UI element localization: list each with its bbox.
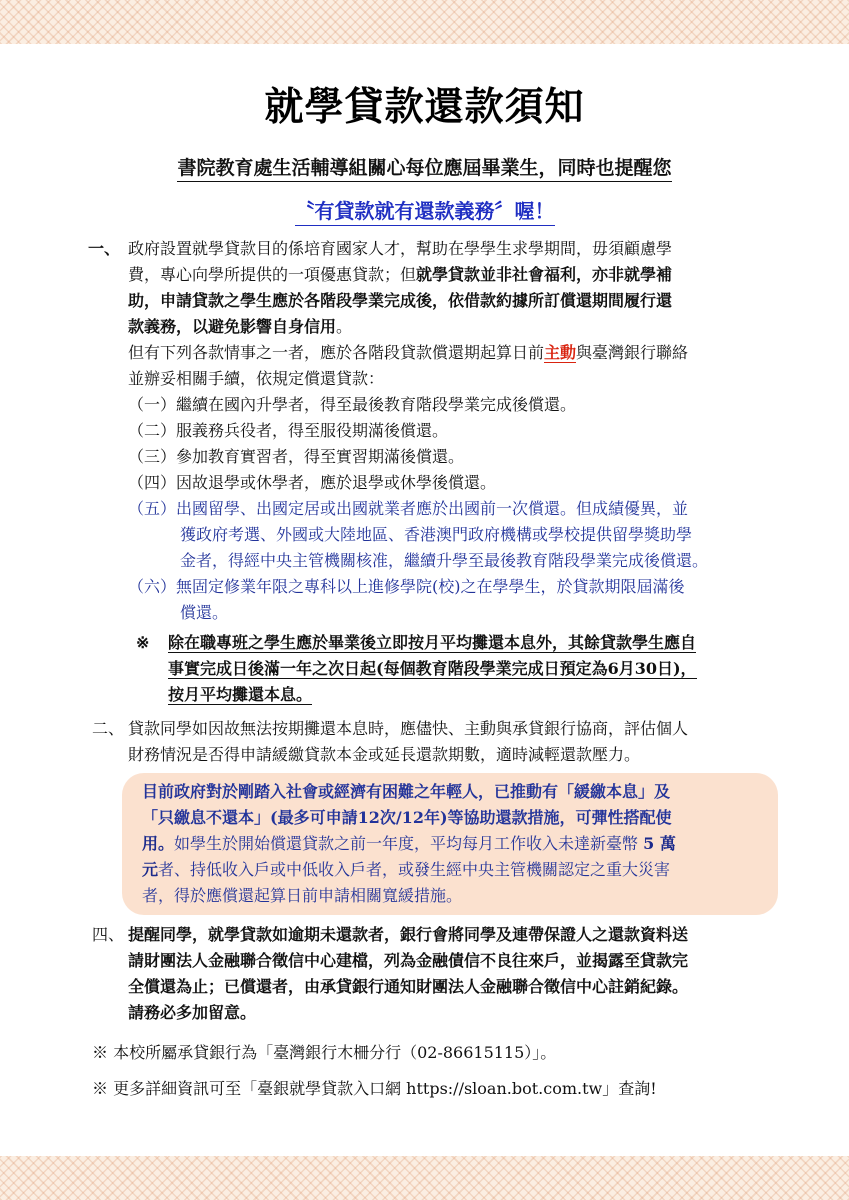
footnote-portal-link: ※ 更多詳細資訊可至「臺銀就學貸款入口網 https://sloan.bot.com.tw」查詢!	[92, 1079, 657, 1098]
section-1-para-2-line-2: 並辦妥相關手續，依規定償還貸款：	[128, 369, 385, 388]
section-4-line-1: 提醒同學，就學貸款如逾期未還款者，銀行會將同學及連帶保證人之還款資料送	[128, 925, 689, 944]
slogan: 〝有貸款就有還款義務〞喔！	[0, 195, 849, 224]
list-item-1: （一）繼續在國內升學者，得至最後教育階段學業完成後償還。	[128, 395, 577, 414]
callout-line-5: 者，得於應償還起算日前申請相關寬緩措施。	[142, 886, 463, 905]
list-item-6-line-1: （六）無固定修業年限之專科以上進修學院(校)之在學學生，於貸款期限屆滿後	[128, 577, 685, 596]
list-item-6-line-2: 償還。	[180, 603, 229, 622]
section-1-number: 一、	[88, 239, 121, 258]
section-4-line-3: 全償還為止；已償還者，由承貸銀行通知財團法人金融聯合徵信中心註銷紀錄。	[128, 977, 689, 996]
list-item-5-line-3: 金者，得經中央主管機關核准，繼續升學至最後教育階段學業完成後償還。	[180, 551, 709, 570]
page-title: 就學貸款還款須知	[264, 85, 585, 130]
page-subtitle: 書院教育處生活輔導組關心每位應屆畢業生，同時也提醒您	[0, 153, 849, 180]
emphasis-proactive: 主動	[544, 343, 577, 362]
list-item-5-line-1: （五）出國留學、出國定居或出國就業者應於出國前一次償還。但成績優異，並	[128, 499, 689, 518]
section-1-line-1: 政府設置就學貸款目的係培育國家人才，幫助在學學生求學期間，毋須顧慮學	[128, 239, 673, 258]
note-line-3: 按月平均攤還本息。	[168, 685, 313, 704]
section-4-line-2: 請財團法人金融聯合徵信中心建檔，列為金融債信不良往來戶，並揭露至貸款完	[128, 951, 689, 970]
section-4-number: 四、	[92, 925, 125, 944]
list-item-5-line-2: 獲政府考選、外國或大陸地區、香港澳門政府機構或學校提供留學獎助學	[180, 525, 693, 544]
decorative-top-band	[0, 0, 849, 44]
list-item-3: （三）參加教育實習者，得至實習期滿後償還。	[128, 447, 465, 466]
note-line-2: 事實完成日後滿一年之次日起(每個教育階段學業完成日預定為6月30日)，	[168, 659, 697, 678]
callout-line-4: 元者、持低收入戶或中低收入戶者，或發生經中央主管機關認定之重大災害	[142, 860, 671, 879]
list-item-2: （二）服義務兵役者，得至服役期滿後償還。	[128, 421, 449, 440]
note-mark: ※	[136, 633, 150, 652]
list-item-4: （四）因故退學或休學者，應於退學或休學後償還。	[128, 473, 497, 492]
note-line-1: 除在職專班之學生應於畢業後立即按月平均攤還本息外，其餘貸款學生應自	[168, 633, 697, 652]
section-1-line-2: 費，專心向學所提供的一項優惠貸款；但就學貸款並非社會福利，亦非就學補	[128, 265, 673, 284]
footnote-lender-bank: ※ 本校所屬承貸銀行為「臺灣銀行木柵分行（02-86615115）」。	[92, 1043, 557, 1062]
callout-line-1: 目前政府對於剛踏入社會或經濟有困難之年輕人，已推動有「緩繳本息」及	[142, 782, 671, 801]
relief-measures-callout	[122, 773, 778, 915]
section-2-number: 二、	[92, 719, 125, 738]
section-1-line-3: 助，申請貸款之學生應於各階段學業完成後，依借款約據所訂償還期間履行還	[128, 291, 673, 310]
section-1-line-4: 款義務，以避免影響自身信用。	[128, 317, 353, 336]
decorative-bottom-band	[0, 1156, 849, 1200]
section-1-para-2-line-1: 但有下列各款情事之一者，應於各階段貸款償還期起算日前主動與臺灣銀行聯絡	[128, 343, 689, 362]
section-4-line-4: 請務必多加留意。	[128, 1003, 257, 1022]
callout-line-3: 用。如學生於開始償還貸款之前一年度，平均每月工作收入未達新臺幣 5 萬	[142, 834, 676, 853]
section-2-line-2: 財務情況是否得申請緩繳貸款本金或延長還款期數，適時減輕還款壓力。	[128, 745, 641, 764]
callout-line-2: 「只繳息不還本」(最多可申請12次/12年)等協助還款措施，可彈性搭配使	[142, 808, 672, 827]
section-2-line-1: 貸款同學如因故無法按期攤還本息時，應儘快、主動與承貸銀行協商，評估個人	[128, 719, 689, 738]
